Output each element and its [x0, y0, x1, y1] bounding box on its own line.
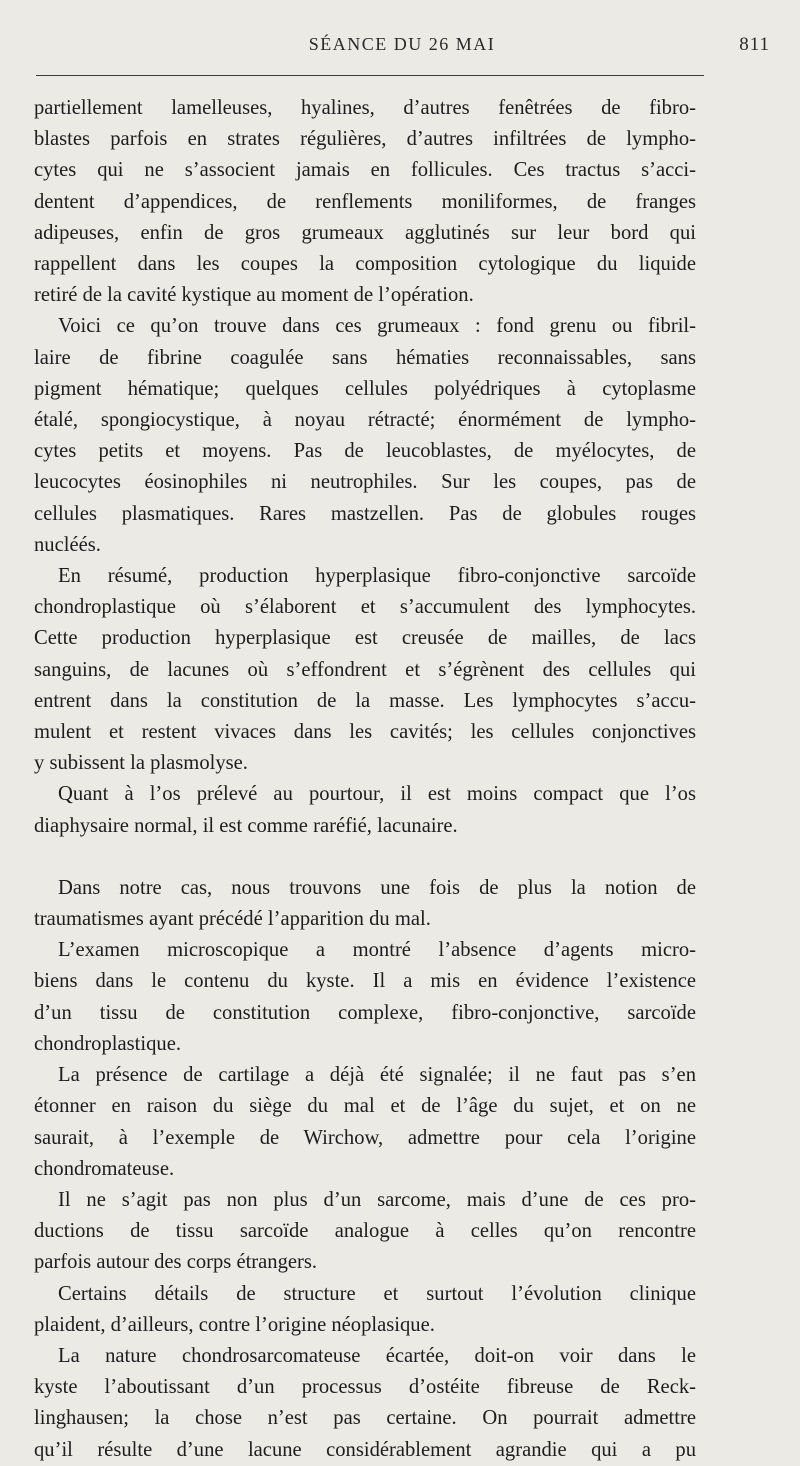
paragraph-9 — [34, 1279, 696, 1341]
text-line: mulent et restent vivaces dans les cavités; les cellules conjonctives — [34, 721, 696, 744]
text-line: entrent dans la constitution de la masse. Les lymphocytes s’accu- — [34, 689, 696, 712]
text-line: L’examen microscopique a montré l’absence d’agents micro- — [58, 939, 696, 962]
text-line: La nature chondrosarcomateuse écartée, doit-on voir dans le — [58, 1344, 696, 1367]
text-line: Il ne s’agit pas non plus d’un sarcome, mais d’une de ces pro- — [58, 1188, 696, 1211]
text-line: La présence de cartilage a déjà été signalée; il ne faut pas s’en — [58, 1064, 696, 1087]
paragraph-2 — [34, 311, 696, 561]
text-line: diaphysaire normal, il est comme raréfié, lacunaire. — [34, 814, 458, 837]
paragraph-6 — [34, 935, 696, 1060]
text-line: nucléés. — [34, 533, 101, 556]
text-line: partiellement lamelleuses, hyalines, d’autres fenêtrées de fibro- — [34, 97, 696, 119]
text-line: dentent d’appendices, de renflements moniliformes, de franges — [34, 190, 696, 213]
text-line: laire de fibrine coagulée sans hématies reconnaissables, sans — [34, 346, 696, 369]
text-line: y subissent la plasmolyse. — [34, 752, 248, 775]
text-line: blastes parfois en strates régulières, d’autres infiltrées de lympho- — [34, 128, 696, 151]
paragraph-5 — [34, 873, 696, 935]
text-line: ductions de tissu sarcoïde analogue à celles qu’on rencontre — [34, 1220, 696, 1243]
text-line: cytes qui ne s’associent jamais en follicules. Ces tractus s’acci- — [34, 159, 696, 182]
text-line: chondroplastique où s’élaborent et s’accumulent des lymphocytes. — [34, 596, 696, 619]
running-title: SÉANCE DU 26 MAI — [308, 34, 496, 54]
text-line: kyste l’aboutissant d’un processus d’ostéite fibreuse de Reck- — [34, 1376, 696, 1399]
page-number: 811 — [739, 34, 770, 55]
page-header — [34, 34, 770, 62]
text-line: saurait, à l’exemple de Wirchow, admettre pour cela l’origine — [34, 1126, 696, 1149]
paragraph-8 — [34, 1185, 696, 1279]
text-line: Dans notre cas, nous trouvons une fois de plus la notion de — [58, 876, 696, 899]
text-line: plaident, d’ailleurs, contre l’origine néoplasique. — [34, 1313, 435, 1336]
text-line: Certains détails de structure et surtout l’évolution clinique — [58, 1282, 696, 1305]
text-line: parfois autour des corps étrangers. — [34, 1251, 318, 1274]
text-line: cytes petits et moyens. Pas de leucoblastes, de myélocytes, de — [34, 440, 696, 463]
text-line: chondroplastique. — [34, 1032, 181, 1055]
paragraph-10 — [34, 1341, 696, 1466]
paragraph-7 — [34, 1060, 696, 1185]
section-break — [34, 842, 696, 873]
text-line: traumatismes ayant précédé l’apparition du mal. — [34, 908, 431, 931]
text-line: retiré de la cavité kystique au moment de l’opération. — [34, 284, 474, 307]
text-line: biens dans le contenu du kyste. Il a mis en évidence l’existence — [34, 970, 696, 993]
text-line: d’un tissu de constitution complexe, fibro-conjonctive, sarcoïde — [34, 1001, 696, 1024]
body-text — [34, 93, 696, 1466]
header-rule — [36, 75, 704, 76]
text-line: Voici ce qu’on trouve dans ces grumeaux : fond grenu ou fibril- — [58, 315, 696, 338]
text-line: étonner en raison du siège du mal et de l’âge du sujet, et on ne — [34, 1095, 696, 1118]
text-line: adipeuses, enfin de gros grumeaux agglutinés sur leur bord qui — [34, 221, 696, 244]
text-line: leucocytes éosinophiles ni neutrophiles. Sur les coupes, pas de — [34, 471, 696, 494]
paragraph-3 — [34, 561, 696, 779]
paragraph-4 — [34, 779, 696, 841]
paragraph-1 — [34, 93, 696, 311]
text-line: linghausen; la chose n’est pas certaine. On pourrait admettre — [34, 1407, 696, 1430]
text-line: Quant à l’os prélevé au pourtour, il est moins compact que l’os — [58, 783, 696, 806]
text-line: rappellent dans les coupes la composition cytologique du liquide — [34, 253, 696, 276]
text-line: qu’il résulte d’une lacune considérablement agrandie qui a pu — [34, 1438, 696, 1461]
text-line: chondromateuse. — [34, 1157, 175, 1180]
text-line: étalé, spongiocystique, à noyau rétracté; énormément de lympho- — [34, 409, 696, 432]
text-line: sanguins, de lacunes où s’effondrent et s’égrènent des cellules qui — [34, 658, 696, 681]
text-line: pigment hématique; quelques cellules polyédriques à cytoplasme — [34, 377, 696, 400]
text-line: cellules plasmatiques. Rares mastzellen. Pas de globules rouges — [34, 502, 696, 525]
text-line: En résumé, production hyperplasique fibro-conjonctive sarcoïde — [58, 565, 696, 588]
text-line: Cette production hyperplasique est creusée de mailles, de lacs — [34, 627, 696, 650]
